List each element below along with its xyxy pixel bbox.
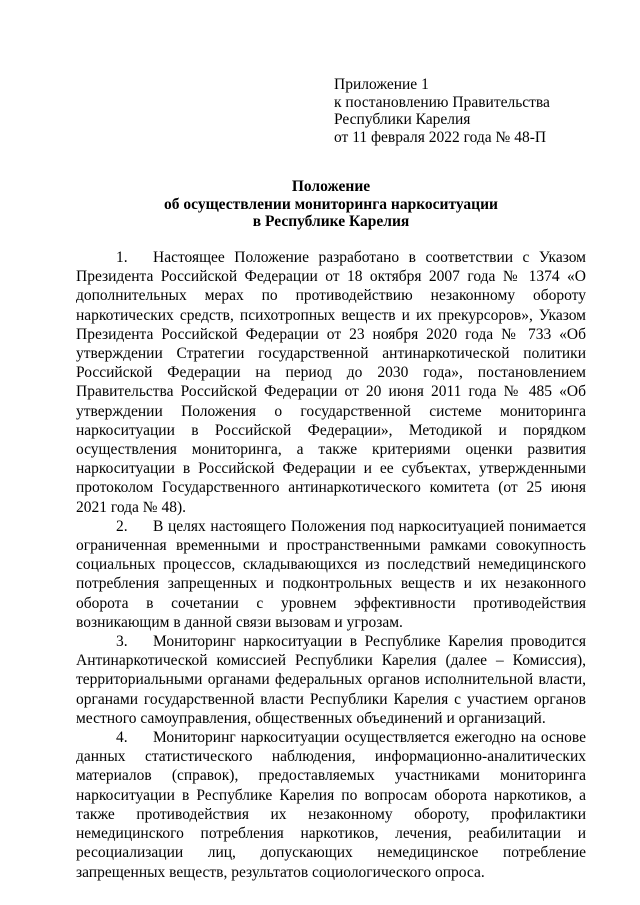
title-line-3: в Республике Карелия	[252, 213, 410, 230]
paragraph-text: Настоящее Положение разработано в соответствии с Указом Президента Российской Федерации от 18 октября 2007 года № 1374 «О дополнительных мерах по противодействию незаконному обороту наркотических средств, психотропных веществ и их прекурсоров», Указом Президента Российской Федерации от 23 ноября 2020 года № 733 «Об утверждении Стратегии государственной антинаркотической политики Российской Федерации на период до 2030 года», постановлением Правительства Российской Федерации от 20 июня 2011 года № 485 «Об утверждении Положения о государственной системе мониторинга наркоситуации в Российской Федерации», Методикой и порядком осуществления мониторинга, а также критериями оценки развития наркоситуации в Российской Федерации и ее субъектах, утвержденными протоколом Государственного антинаркотического комитета (от 25 июня 2021 года № 48).	[76, 249, 586, 516]
appendix-number: Приложение 1	[334, 76, 429, 93]
appendix-region: Республики Карелия	[334, 111, 471, 128]
title-line-2: об осуществлении мониторинга наркоситуации	[164, 195, 498, 213]
paragraph-text: Мониторинг наркоситуации в Республике Карелия проводится Антинаркотической комиссией Республики Карелия (далее – Комиссия), территориальными органами федеральных органов исполнительной власти, органами государственной власти Республики Карелия с участием органов местного самоуправления, общественных объединений и организаций.	[76, 633, 586, 727]
paragraph-2	[76, 517, 586, 632]
paragraph-number: 3.	[116, 633, 128, 651]
paragraph-number: 2.	[116, 517, 128, 535]
appendix-header	[334, 76, 604, 146]
paragraph-3	[76, 632, 586, 728]
paragraph-1	[76, 248, 586, 517]
appendix-resolution-ref: к постановлению Правительства	[334, 93, 550, 111]
paragraph-4	[76, 728, 586, 882]
paragraph-number: 4.	[116, 729, 128, 747]
paragraph-text: В целях настоящего Положения под наркоситуацией понимается ограниченная временными и пространственными рамками совокупность социальных процессов, складывающихся из последствий немедицинского потребления запрещенных и подконтрольных веществ и их незаконного оборота в сочетании с уровнем эффективности противодействия возникающим в данной связи вызовам и угрозам.	[76, 517, 586, 631]
paragraph-text: Мониторинг наркоситуации осуществляется ежегодно на основе данных статистического наблюдения, информационно-аналитических материалов (справок), предоставляемых участниками мониторинга наркоситуации в Республике Карелия по вопросам оборота наркотиков, а также противодействия их незаконному обороту, профилактики немедицинского потребления наркотиков, лечения, реабилитации и ресоциализации лиц, допускающих немедицинское потребление запрещенных веществ, результатов социологического опроса.	[76, 729, 586, 881]
document-body	[76, 248, 586, 882]
document-title	[76, 178, 586, 231]
appendix-date: от 11 февраля 2022 года № 48-П	[334, 128, 547, 146]
paragraph-number: 1.	[116, 249, 128, 266]
title-line-1: Положение	[291, 178, 371, 195]
